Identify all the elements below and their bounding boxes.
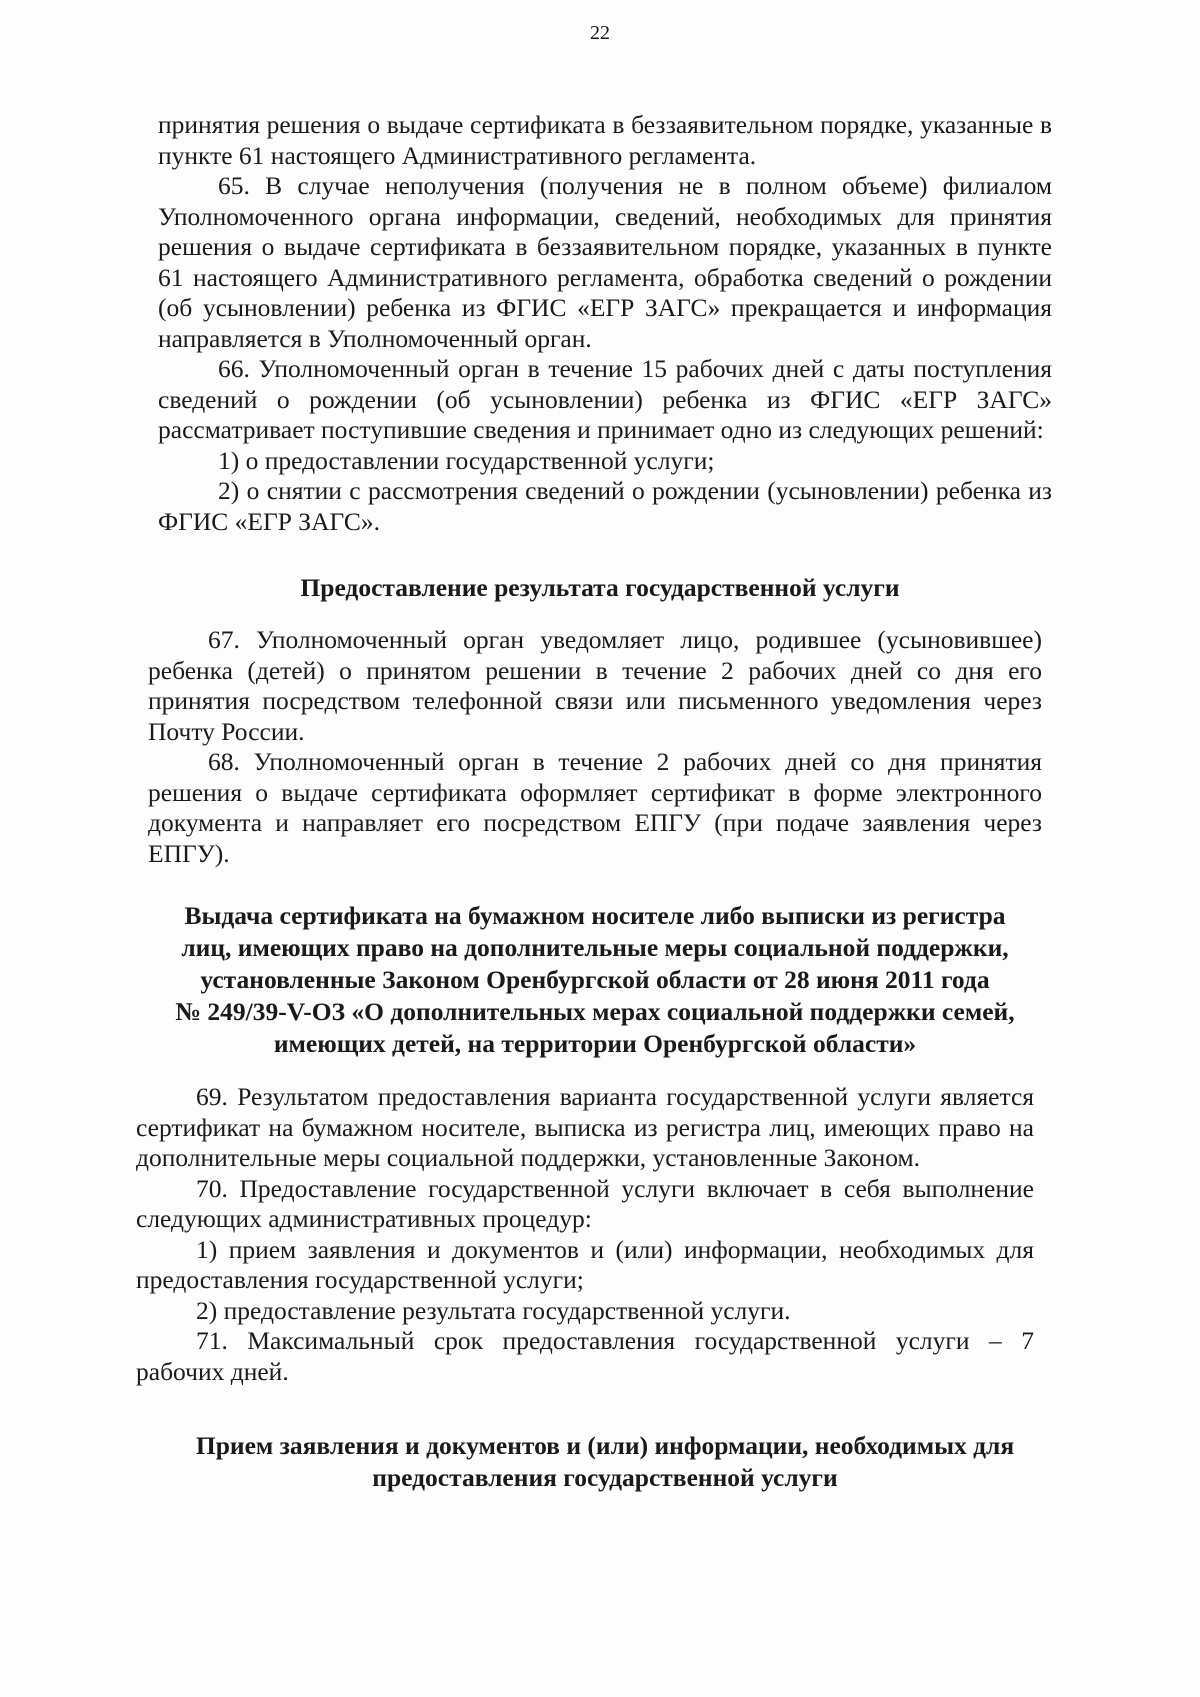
paragraph-continuation: принятия решения о выдаче сертификата в беззаявительном порядке, указанные в пункте 61 настоящего Административного регламента. [158,110,1052,170]
section-heading-certificate-line-2: лиц, имеющих право на дополнительные меры социальной поддержки, [181,933,1009,962]
section-heading-certificate-line-5: имеющих детей, на территории Оренбургской области» [273,1029,917,1058]
section-heading-certificate-line-4: № 249/39-V-ОЗ «О дополнительных мерах социальной поддержки семей, [175,997,1015,1026]
section-heading-application-line-2: предоставления государственной услуги [372,1463,838,1492]
text-block-2 [148,625,1042,869]
paragraph-66-item-2: 2) о снятии с рассмотрения сведений о рождении (усыновлении) ребенка из ФГИС «ЕГР ЗАГС». [158,476,1052,536]
paragraph-65: 65. В случае неполучения (получения не в полном объеме) филиалом Уполномоченного органа информации, сведений, необходимых для принятия решения о выдаче сертификата в беззаявительном порядке, указанных в пункте 61 настоящего Административного регламента, обработка сведений о рождении (об усыновлении) ребенка из ФГИС «ЕГР ЗАГС» прекращается и информация направляется в Уполномоченный орган. [158,171,1052,353]
section-heading-result [150,572,1050,604]
section-heading-application [160,1430,1050,1494]
text-block-3 [136,1082,1034,1387]
text-block-1 [158,110,1052,537]
paragraph-66: 66. Уполномоченный орган в течение 15 рабочих дней с даты поступления сведений о рождении (об усыновлении) ребенка из ФГИС «ЕГР ЗАГС» рассматривает поступившие сведения и принимает одно из следующих решений: [158,354,1052,444]
section-heading-certificate-line-1: Выдача сертификата на бумажном носителе либо выписки из регистра [184,901,1006,930]
page-number: 22 [590,22,610,44]
paragraph-66-item-1: 1) о предоставлении государственной услуги; [218,445,715,475]
paragraph-69: 69. Результатом предоставления варианта государственной услуги является сертификат на бумажном носителе, выписка из регистра лиц, имеющих право на дополнительные меры социальной поддержки, установленные Законом. [136,1082,1034,1172]
paragraph-71: 71. Максимальный срок предоставления государственной услуги – 7 рабочих дней. [136,1326,1034,1386]
paragraph-70-item-2: 2) предоставление результата государственной услуги. [196,1295,791,1325]
section-heading-result-text: Предоставление результата государственной услуги [300,573,900,602]
section-heading-application-line-1: Прием заявления и документов и (или) информации, необходимых для [195,1431,1015,1460]
section-heading-certificate-line-3: установленные Законом Оренбургской области от 28 июня 2011 года [200,965,990,994]
paragraph-70: 70. Предоставление государственной услуги включает в себя выполнение следующих административных процедур: [136,1173,1034,1233]
paragraph-68: 68. Уполномоченный орган в течение 2 рабочих дней со дня принятия решения о выдаче сертификата оформляет сертификат в форме электронного документа и направляет его посредством ЕПГУ (при подаче заявления через ЕПГУ). [148,747,1042,868]
paragraph-70-item-1: 1) прием заявления и документов и (или) информации, необходимых для предоставления государственной услуги; [136,1234,1034,1294]
paragraph-67: 67. Уполномоченный орган уведомляет лицо, родившее (усыновившее) ребенка (детей) о принятом решении в течение 2 рабочих дней со дня его принятия посредством телефонной связи или письменного уведомления через Почту России. [148,625,1042,746]
section-heading-certificate [140,900,1050,1060]
